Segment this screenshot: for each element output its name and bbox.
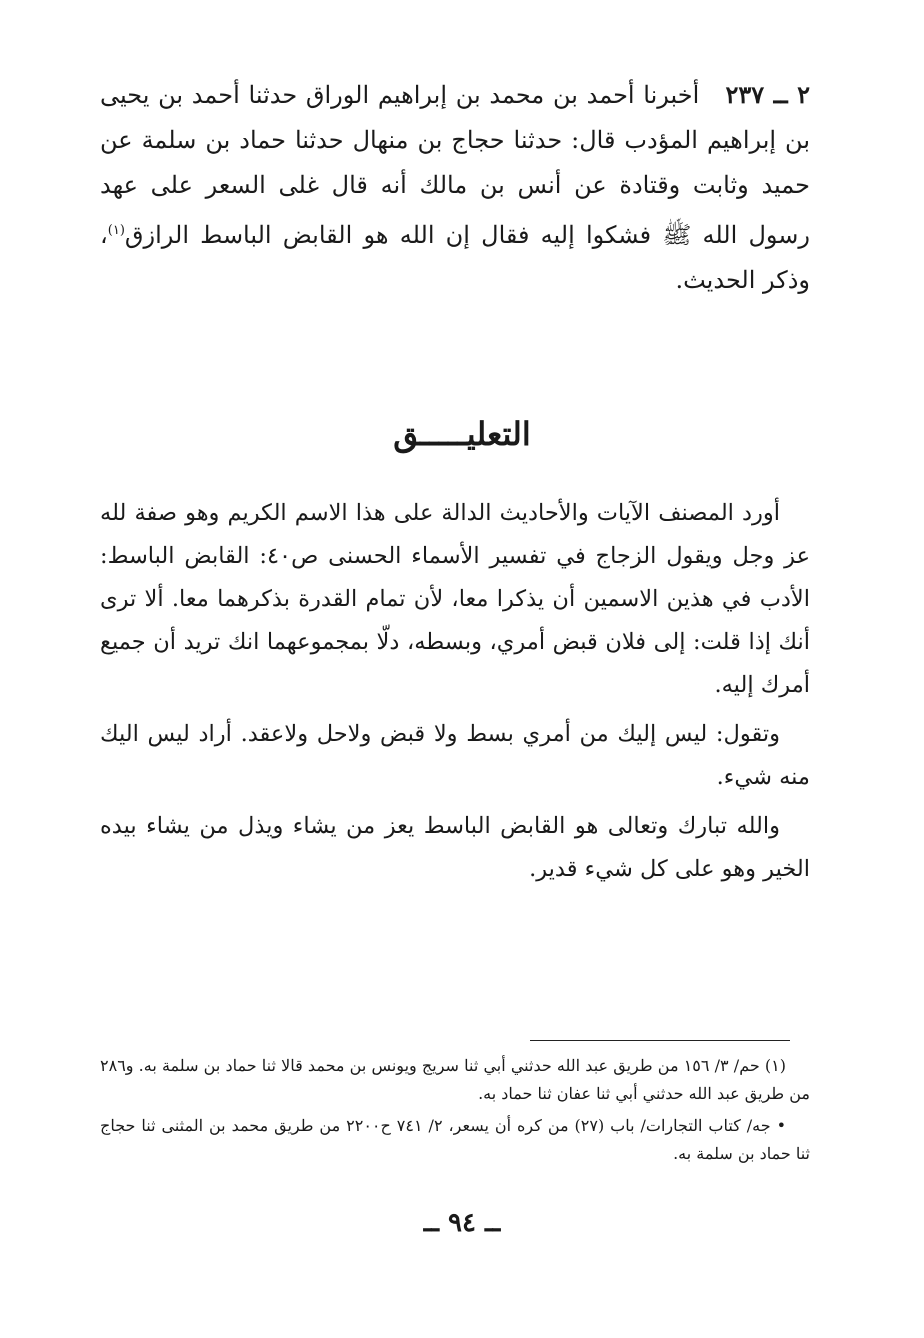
commentary-section bbox=[100, 492, 810, 897]
page-number: ــ ٩٤ ــ bbox=[423, 1208, 501, 1238]
commentary-paragraph: وتقول: ليس إليك من أمري بسط ولا قبض ولاحل ولاعقد. أراد ليس اليك منه شيء. bbox=[100, 721, 810, 790]
hadith-paragraph bbox=[100, 72, 810, 303]
hadith-number: ٢ ــ ٢٣٧ bbox=[725, 80, 810, 109]
footnote-separator bbox=[530, 1040, 790, 1041]
footnotes-section bbox=[100, 1052, 810, 1172]
footnote-reference: (١) bbox=[107, 223, 125, 238]
footnote-item: (١) حم/ ٣/ ١٥٦ من طريق عبد الله حدثني أبي ثنا سريج ويونس بن محمد قالا ثنا حماد بن سلمة به. و٢٨٦ من طريق عبد الله حدثني أبي ثنا عفان ثنا حماد به. bbox=[100, 1056, 810, 1103]
section-heading: التعليـــــق bbox=[393, 415, 531, 453]
footnote-item: • جه/ كتاب التجارات/ باب (٢٧) من كره أن يسعر، ٢/ ٧٤١ ح٢٢٠٠ من طريق محمد بن المثنى ثنا حجاج ثنا حماد بن سلمة به. bbox=[100, 1116, 810, 1163]
hadith-text-end: ، وذكر الحديث. bbox=[100, 221, 810, 294]
hadith-text: أخبرنا أحمد بن محمد بن إبراهيم الوراق حدثنا أحمد بن يحيى بن إبراهيم المؤدب قال: حدثنا حجاج بن منهال حدثنا حماد بن سلمة عن حميد وثابت وقتادة عن أنس بن مالك أنه قال غلى السعر على عهد رسول الله ﷺ فشكوا إليه فقال إن الله هو القابض الباسط الرازق bbox=[100, 81, 810, 249]
commentary-paragraph: والله تبارك وتعالى هو القابض الباسط يعز من يشاء ويذل من يشاء بيده الخير وهو على كل شيء قدير. bbox=[100, 813, 810, 882]
commentary-paragraph: أورد المصنف الآيات والأحاديث الدالة على هذا الاسم الكريم وهو صفة لله عز وجل ويقول الزجاج في تفسير الأسماء الحسنى ص٤٠: القابض الباسط: الأدب في هذين الاسمين أن يذكرا معا، لأن تمام القدرة بذكرهما معا. ألا ترى أنك إذا قلت: إلى فلان قبض أمري، وبسطه، دلّا بمجموعهما انك تريد أن جميع أمرك إليه. bbox=[100, 500, 810, 698]
